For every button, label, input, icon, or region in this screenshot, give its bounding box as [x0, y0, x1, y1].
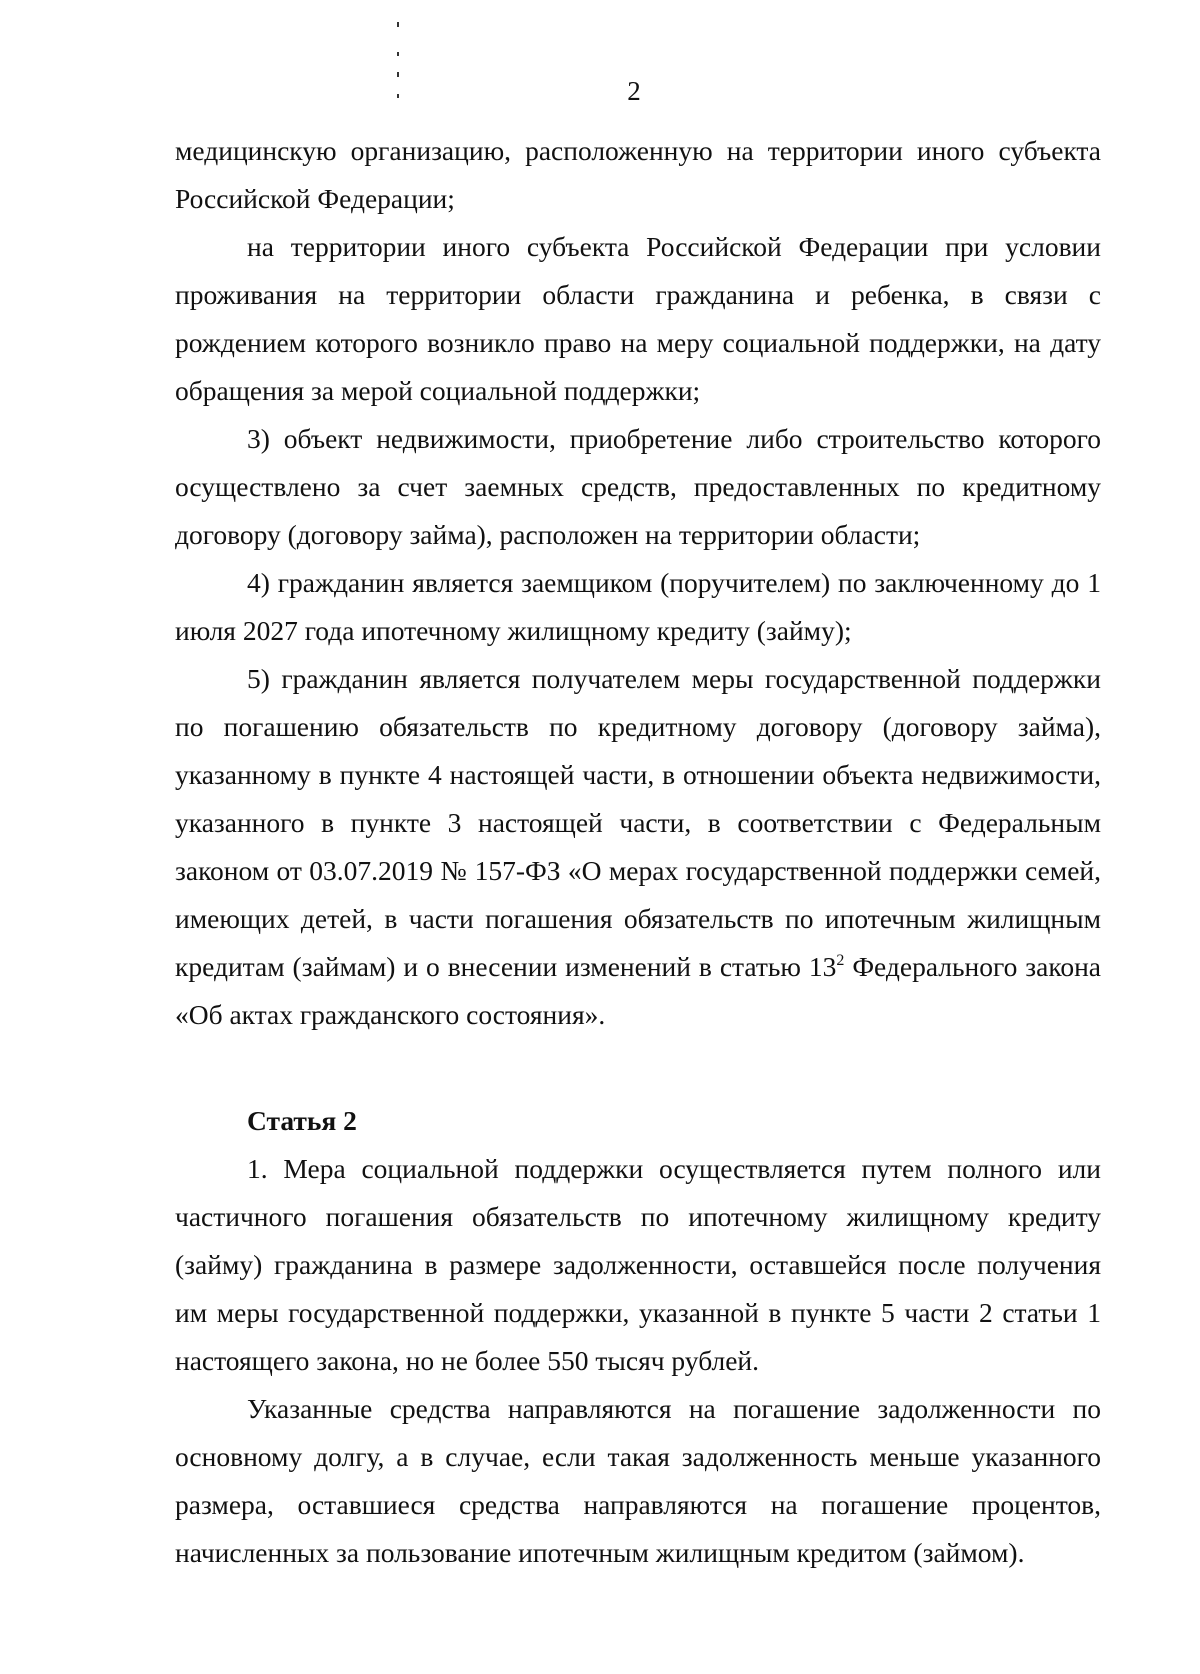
- scan-speck: [397, 52, 399, 56]
- scan-speck: [397, 22, 399, 27]
- paragraph-article2-part2: Указанные средства направляются на погашение задолженности по основному долгу, а в случае, если такая задолженность меньше указанного размера, оставшиеся средства направляются на погашение процентов, начисленных за пользование ипотечным жилищным кредитом (займом).: [175, 1393, 1101, 1568]
- paragraph-item-5: [175, 655, 1101, 1039]
- item5-main-text: 5) гражданин является получателем меры государственной поддержки по погашению обязательств по кредитному договору (договору займа), указанному в пункте 4 настоящей части, в отношении объекта недвижимости, указанного в пункте 3 настоящей части, в соответствии с Федеральным законом от 03.07.2019 № 157-ФЗ «О мерах государственной поддержки семей, имеющих детей, в части погашения обязательств по ипотечным жилищным кредитам (займам) и о внесении изменений в статью 13: [175, 663, 1101, 982]
- paragraph-top-2: на территории иного субъекта Российской Федерации при условии проживания на территории области гражданина и ребенка, в связи с рождением которого возникло право на меру социальной поддержки, на дату обращения за мерой социальной поддержки;: [175, 231, 1101, 406]
- article-heading: Статья 2: [247, 1105, 357, 1136]
- paragraph-item-3: 3) объект недвижимости, приобретение либо строительство которого осуществлено за счет заемных средств, предоставленных по кредитному договору (договору займа), расположен на территории области;: [175, 423, 1101, 550]
- document-body: [175, 127, 1101, 1577]
- item5-superscript: 2: [836, 952, 845, 969]
- scan-speck: [397, 72, 399, 77]
- paragraph-item-4: 4) гражданин является заемщиком (поручителем) по заключенному до 1 июля 2027 года ипотечному жилищному кредиту (займу);: [175, 567, 1101, 646]
- paragraph-article2-part1: 1. Мера социальной поддержки осуществляется путем полного или частичного погашения обязательств по ипотечному жилищному кредиту (займу) гражданина в размере задолженности, оставшейся после получения им меры государственной поддержки, указанной в пункте 5 части 2 статьи 1 настоящего закона, но не более 550 тысяч рублей.: [175, 1153, 1101, 1376]
- page-number: 2: [627, 76, 641, 106]
- paragraph-top-1: медицинскую организацию, расположенную на территории иного субъекта Российской Федерации;: [175, 135, 1101, 214]
- item5-tail-text: Федерального закона «Об актах гражданского состояния».: [175, 951, 1101, 1030]
